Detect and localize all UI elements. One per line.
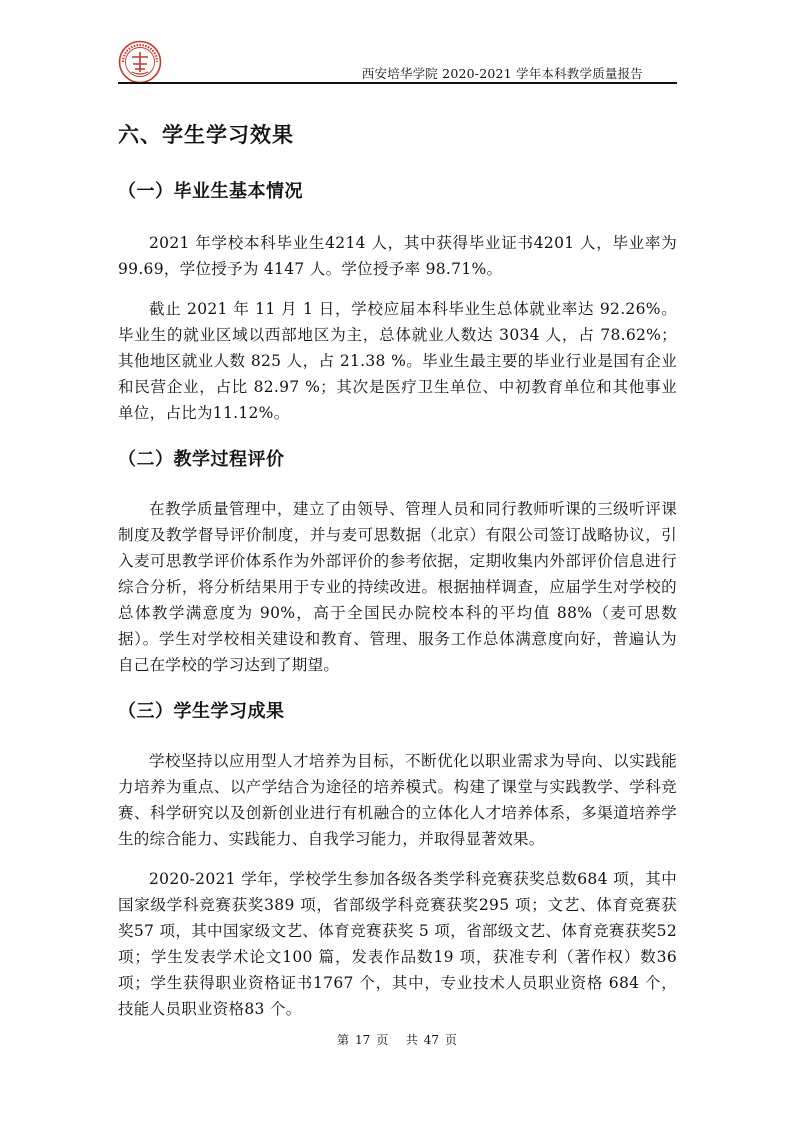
section-title: 六、学生学习效果 — [118, 123, 294, 147]
subsection-title-teaching-evaluation: （二）教学过程评价 — [118, 449, 285, 470]
page-number: 17 — [354, 1033, 371, 1047]
page-header — [118, 40, 677, 84]
paragraph-competition-awards: 2020-2021 学年，学校学生参加各级各类学科竞赛获奖总数684 项，其中国家级学科竞赛获奖389 项，省部级学科竞赛获奖295 项；文艺、体育竞赛获奖57 项，其中国家级文艺、体育竞赛获奖 5 项，省部级文艺、体育竞赛获奖52 项；学生发表学术论文100 篇，发表作品数19 项，获准专利（著作权）数36 项；学生获得职业资格证书1767 个，其中，专业技术人员职业资格 684 个，技能人员职业资格83 个。 — [118, 870, 677, 1018]
page-unit: 页 — [376, 1033, 389, 1047]
report-title: 西安培华学院 2020-2021 学年本科教学质量报告 — [361, 66, 643, 81]
page-body — [118, 118, 677, 1022]
paragraph-graduates-employment: 截止 2021 年 11 月 1 日，学校应届本科毕业生总体就业率达 92.26%。毕业生的就业区域以西部地区为主，总体就业人数达 3034 人，占 78.62%；其他地区就业人数 825 人，占 21.38 %。毕业生最主要的毕业行业是国有企业和民营企业，占比 82.97 %；其次是医疗卫生单位、中初教育单位和其他事业单位，占比为11.12%。 — [118, 300, 677, 422]
page-label: 第 — [336, 1033, 349, 1047]
subsection-title-graduates: （一）毕业生基本情况 — [118, 181, 303, 202]
total-pages: 47 — [423, 1033, 440, 1047]
header-divider — [118, 82, 677, 84]
page-footer — [0, 1031, 794, 1048]
subsection-title-learning-outcomes: （三）学生学习成果 — [118, 701, 285, 722]
total-unit: 页 — [445, 1033, 458, 1047]
paragraph-training-model: 学校坚持以应用型人才培养为目标，不断优化以职业需求为导向、以实践能力培养为重点、以产学结合为途径的培养模式。构建了课堂与实践教学、学科竞赛、科学研究以及创新创业进行有机融合的立体化人才培养体系，多渠道培养学生的综合能力、实践能力、自我学习能力，并取得显著效果。 — [118, 752, 677, 848]
paragraph-teaching-evaluation: 在教学质量管理中，建立了由领导、管理人员和同行教师听课的三级听评课制度及教学督导评价制度，并与麦可思数据（北京）有限公司签订战略协议，引入麦可思教学评价体系作为外部评价的参考依据，定期收集内外部评价信息进行综合分析，将分析结果用于专业的持续改进。根据抽样调查，应届学生对学校的总体教学满意度为 90%，高于全国民办院校本科的平均值 88%（麦可思数据）。学生对学校相关建设和教育、管理、服务工作总体满意度向好，普遍认为自己在学校的学习达到了期望。 — [118, 500, 677, 674]
university-seal-icon — [118, 40, 162, 84]
total-label: 共 — [405, 1033, 418, 1047]
paragraph-graduates-degree: 2021 年学校本科毕业生4214 人，其中获得毕业证书4201 人，毕业率为99.69，学位授予为 4147 人。学位授予率 98.71%。 — [118, 234, 677, 278]
